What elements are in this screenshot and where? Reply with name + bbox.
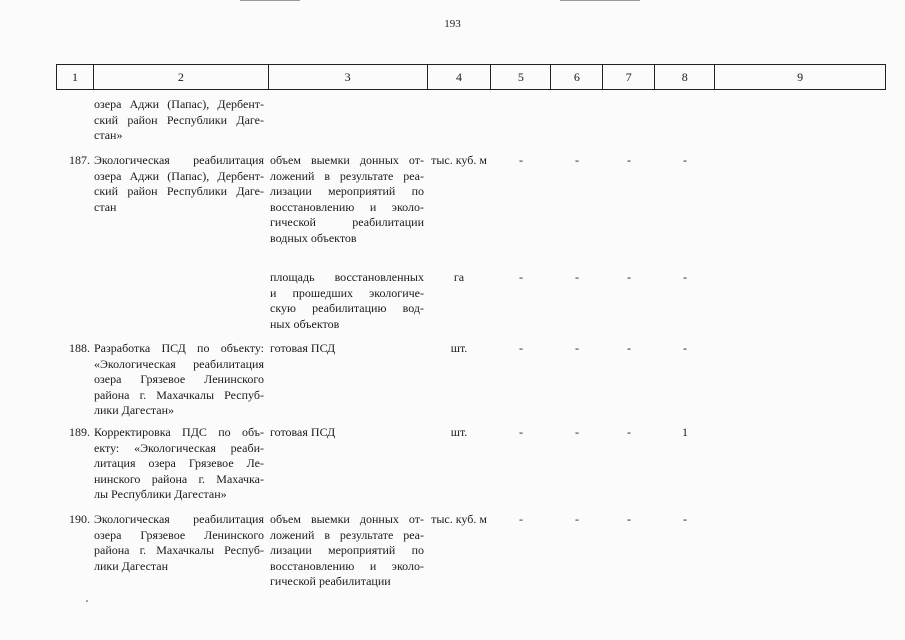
- indicator-name-line: объем выемки донных от-: [270, 512, 424, 526]
- event-name: [94, 97, 264, 144]
- value-col-5: -: [519, 512, 523, 526]
- unit-of-measure: тыс. куб. м: [431, 512, 487, 526]
- unit-of-measure: га: [453, 270, 465, 284]
- indicator-name-line: объем выемки донных от-: [270, 153, 424, 167]
- value-col-8: -: [683, 153, 687, 167]
- event-name-line: озера Грязевое Ленинского: [94, 372, 264, 386]
- column-header-5: 5: [491, 65, 551, 90]
- event-name-line: литация озера Грязевое Ле-: [94, 456, 264, 470]
- event-name-line: озера Аджи (Папас), Дербент-: [94, 168, 264, 183]
- value-col-5: -: [519, 425, 523, 439]
- event-name-line: лики Дагестан: [94, 558, 169, 573]
- event-name-line: лики Дагестан»: [94, 403, 175, 417]
- event-name-line: озера Аджи (Папас), Дербент-: [94, 97, 264, 111]
- scan-edge-mark: [240, 0, 300, 1]
- indicator-name-line: площадь восстановленных: [270, 270, 424, 284]
- indicator-name-line: восстановлению и эколо-: [270, 558, 424, 573]
- indicator-name-line: гической реабилитации: [270, 215, 424, 229]
- indicator-name: [270, 341, 424, 357]
- event-name-line: нинского района г. Махачка-: [94, 471, 264, 486]
- value-col-8: 1: [682, 425, 688, 439]
- indicator-name-line: ложений в результате реа-: [270, 168, 424, 183]
- indicator-name: [270, 270, 424, 332]
- indicator-name-line: и прошедших экологиче-: [270, 285, 424, 300]
- indicator-name-line: лизации мероприятий по: [270, 543, 424, 557]
- event-name-line: района г. Махачкалы Респуб-: [94, 543, 264, 557]
- indicator-name-line: водных объектов: [270, 230, 357, 245]
- event-name-line: Экологическая реабилитация: [94, 153, 264, 167]
- event-name-line: Экологическая реабилитация: [94, 512, 264, 526]
- scan-speck: [86, 600, 88, 602]
- value-col-8: -: [683, 341, 687, 355]
- event-name-line: Разработка ПСД по объекту:: [94, 341, 264, 355]
- indicator-name: [270, 512, 424, 590]
- event-name-line: стан»: [94, 128, 123, 142]
- indicator-name: [270, 153, 424, 246]
- row-number: 189.: [69, 425, 90, 439]
- event-name-line: стан: [94, 199, 117, 214]
- event-name: [94, 153, 264, 215]
- scan-edge-mark: [560, 0, 640, 1]
- indicator-name-line: готовая ПСД: [270, 425, 336, 439]
- column-header-3: 3: [268, 65, 427, 90]
- event-name-line: района г. Махачкалы Респуб-: [94, 387, 264, 402]
- page-number: 193: [444, 18, 461, 30]
- column-header-2: 2: [93, 65, 268, 90]
- column-header-4: 4: [427, 65, 491, 90]
- value-col-8: -: [683, 512, 687, 526]
- value-col-7: -: [627, 153, 631, 167]
- indicator-name-line: ных объектов: [270, 316, 340, 331]
- column-header-8: 8: [655, 65, 715, 90]
- value-col-6: -: [575, 425, 579, 439]
- event-name: [94, 512, 264, 574]
- column-header-9: 9: [715, 65, 886, 90]
- row-number: 187.: [69, 153, 90, 167]
- event-name-line: екту: «Экологическая реаби-: [94, 440, 264, 455]
- value-col-5: -: [519, 341, 523, 355]
- value-col-7: -: [627, 270, 631, 284]
- indicator-name-line: скую реабилитацию вод-: [270, 301, 424, 315]
- unit-of-measure: шт.: [450, 341, 468, 355]
- value-col-8: -: [683, 270, 687, 284]
- indicator-name-line: гической реабилитации: [270, 574, 391, 588]
- value-col-7: -: [627, 341, 631, 355]
- indicator-name-line: лизации мероприятий по: [270, 184, 424, 198]
- event-name-line: ский район Республики Даге-: [94, 184, 264, 198]
- event-name-line: ский район Республики Даге-: [94, 112, 264, 127]
- column-header-1: 1: [57, 65, 94, 90]
- value-col-6: -: [575, 512, 579, 526]
- column-header-7: 7: [603, 65, 655, 90]
- indicator-name-line: ложений в результате реа-: [270, 527, 424, 542]
- column-header-6: 6: [551, 65, 603, 90]
- value-col-6: -: [575, 153, 579, 167]
- event-name: [94, 341, 264, 419]
- value-col-5: -: [519, 270, 523, 284]
- row-number: 188.: [69, 341, 90, 355]
- value-col-6: -: [575, 341, 579, 355]
- unit-of-measure: шт.: [450, 425, 468, 439]
- indicator-name-line: готовая ПСД: [270, 341, 336, 355]
- indicator-name-line: восстановлению и эколо-: [270, 199, 424, 214]
- event-name-line: озера Грязевое Ленинского: [94, 527, 264, 542]
- unit-of-measure: тыс. куб. м: [431, 153, 487, 167]
- indicator-name: [270, 425, 424, 441]
- value-col-6: -: [575, 270, 579, 284]
- column-header-row: [56, 64, 886, 90]
- value-col-7: -: [627, 512, 631, 526]
- event-name-line: лы Республики Дагестан»: [94, 487, 227, 501]
- row-number: 190.: [69, 512, 90, 526]
- event-name-line: «Экологическая реабилитация: [94, 356, 264, 371]
- value-col-7: -: [627, 425, 631, 439]
- event-name: [94, 425, 264, 503]
- value-col-5: -: [519, 153, 523, 167]
- event-name-line: Корректировка ПДС по объ-: [94, 425, 264, 439]
